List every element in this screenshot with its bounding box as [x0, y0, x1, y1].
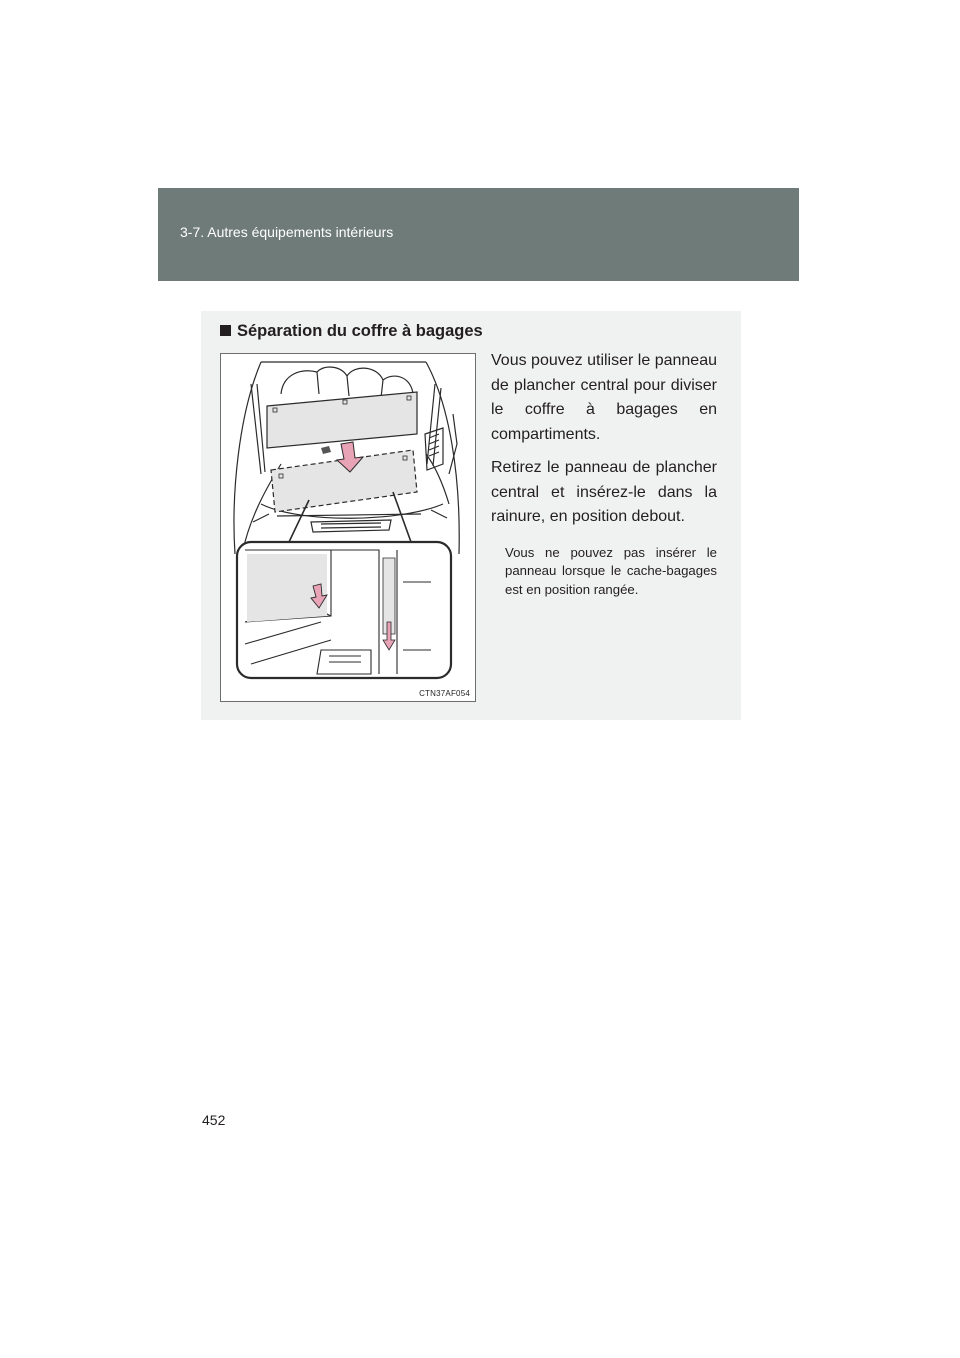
square-bullet-icon [220, 325, 231, 336]
cargo-illustration [220, 353, 476, 702]
instruction-paragraph-1: Vous pouvez utiliser le panneau de plancher central pour diviser le coffre à bagages en compartiments. [491, 352, 717, 443]
instruction-paragraph-2: Retirez le panneau de plancher central et insérez-le dans la rainure, en position debout. [491, 459, 717, 525]
page-header [158, 188, 799, 281]
figure-code: CTN37AF054 [419, 689, 470, 698]
section-heading-text: Séparation du coffre à bagages [237, 322, 483, 340]
section-heading [220, 322, 483, 341]
content-panel [201, 311, 741, 720]
section-title: 3-7. Autres équipements intérieurs [180, 224, 394, 240]
cargo-drawing [221, 354, 476, 702]
instructions-column [491, 349, 717, 599]
note-text: Vous ne pouvez pas insérer le panneau lorsque le cache-bagages est en position rangée. [505, 544, 717, 597]
page-number: 452 [202, 1112, 226, 1128]
